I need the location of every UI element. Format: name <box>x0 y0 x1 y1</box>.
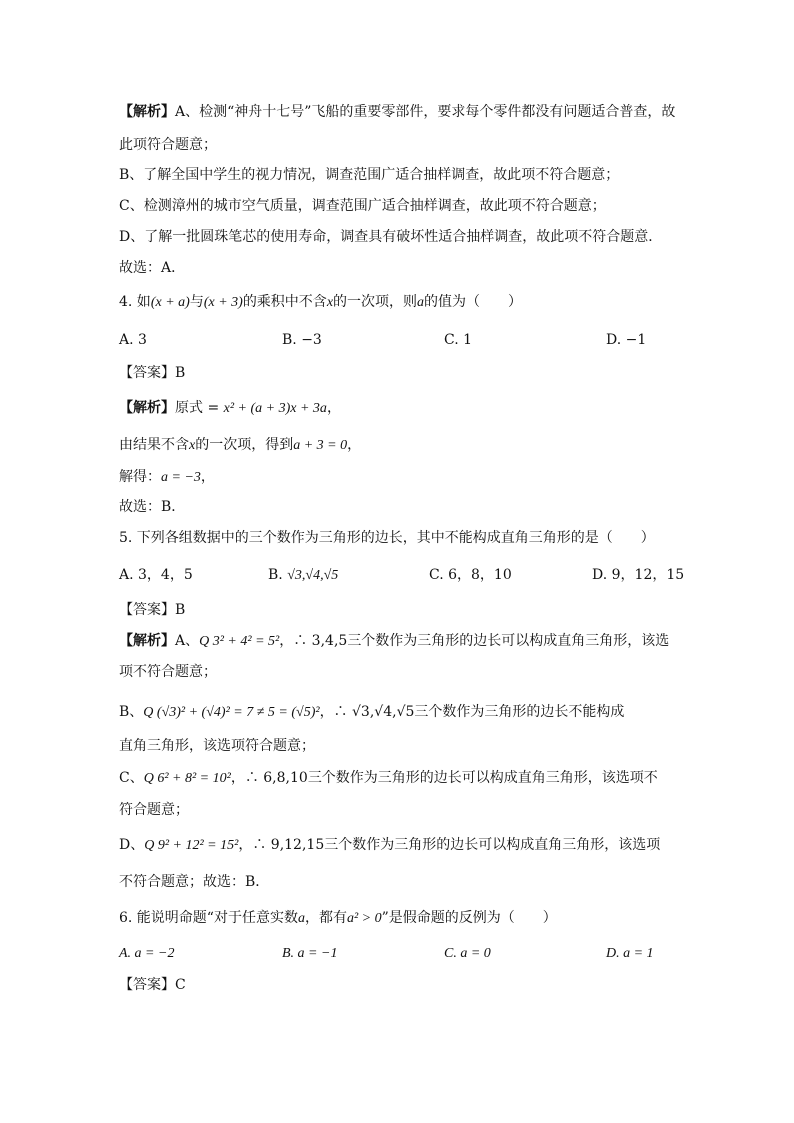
q4-option-a: A. 3 <box>119 332 147 348</box>
q4-stem-text-d: 的一次项，则 <box>333 294 418 310</box>
q5-option-b <box>268 566 338 585</box>
q4-sol2-text-b: 的一次项，得到 <box>195 437 294 453</box>
analysis-tag: 【解析】 <box>119 633 175 649</box>
q4-sol2-var-x: x <box>189 438 196 453</box>
q6-stem-text-c: ”是假命题的反例为（ ） <box>381 910 557 926</box>
q5-solution-a-line-1 <box>119 632 669 651</box>
q5-sol-b-mid: ，∴ √3,√4,√5 <box>319 704 415 720</box>
q4-expr-1: (x + a) <box>150 295 190 310</box>
q4-option-d: D. −1 <box>606 332 647 348</box>
q5-option-c: C. 6，8，10 <box>429 567 512 583</box>
q6-stem-text-b: ，都有 <box>304 910 347 926</box>
q5-sol-c-tail: 三个数作为三角形的边长可以构成直角三角形，该选项不 <box>307 770 658 786</box>
q5-solution-d-line-2: 不符合题意；故选：B． <box>119 874 270 890</box>
q6-answer: 【答案】C <box>119 977 186 993</box>
q4-sol3-punct: ， <box>200 469 215 485</box>
q4-sol2-expr: a + 3 = 0 <box>293 438 348 453</box>
q5-solution-c-line-2: 符合题意； <box>119 802 189 818</box>
q6-option-c: C. a = 0 <box>444 946 491 961</box>
q3-analysis-line-5: D、了解一批圆珠笔芯的使用寿命，调查具有破坏性适合抽样调查，故此项不符合题意． <box>119 229 663 245</box>
analysis-tag: 【解析】 <box>119 104 175 120</box>
q4-answer: 【答案】B <box>119 365 186 381</box>
q5-sol-a-expr: Q 3² + 4² = 5² <box>199 634 280 649</box>
q6-expr: a² > 0 <box>346 911 382 926</box>
q6-option-a: A. a = −2 <box>119 946 175 961</box>
q5-sol-a-mid: ，∴ 3,4,5 <box>279 633 348 649</box>
q5-option-d: D. 9，12，15 <box>592 567 685 583</box>
q4-var-a: a <box>417 295 425 310</box>
q5-sol-d-mid: ，∴ 9,12,15 <box>238 837 325 853</box>
q6-stem-text-a: 6. 能说明命题“对于任意实数 <box>119 910 298 926</box>
q5-answer: 【答案】B <box>119 602 186 618</box>
q5-sol-a-head: A、 <box>175 633 200 649</box>
q4-stem-text-b: 与 <box>189 294 204 310</box>
q4-sol3-text: 解得： <box>119 469 161 485</box>
q5-sol-d-expr: Q 9² + 12² = 15² <box>144 838 239 853</box>
q4-option-c: C. 1 <box>444 332 473 348</box>
q4-sol3-expr: a = −3 <box>161 470 201 485</box>
q6-option-d: D. a = 1 <box>606 946 654 961</box>
q5-option-a: A. 3，4，5 <box>119 567 193 583</box>
q3-analysis-text-1: A、检测“神舟十七号”飞船的重要零部件，要求每个零件都没有问题适合普查，故 <box>175 104 676 120</box>
q5-sol-d-head: D、 <box>119 837 145 853</box>
q5-sol-b-head: B、 <box>119 704 144 720</box>
q5-sol-a-tail: 三个数作为三角形的边长可以构成直角三角形，该选 <box>347 633 670 649</box>
q4-sol-expr: x² + (a + 3)x + 3a <box>223 401 327 416</box>
q5-sol-d-tail: 三个数作为三角形的边长可以构成直角三角形，该选项 <box>324 837 661 853</box>
q3-analysis-line-2: 此项符合题意； <box>119 137 217 153</box>
analysis-tag: 【解析】 <box>119 400 175 416</box>
q6-option-b: B. a = −1 <box>282 946 338 961</box>
q4-solution-line-4: 故选：B． <box>119 499 186 515</box>
q5-option-b-expr: √3,√4,√5 <box>287 568 339 583</box>
q5-solution-c-line-1 <box>119 769 658 788</box>
q5-sol-c-head: C、 <box>119 770 144 786</box>
q4-solution-line-2 <box>119 436 361 455</box>
q4-stem <box>119 293 522 312</box>
q4-expr-2: (x + 3) <box>203 295 243 310</box>
q5-sol-c-mid: ，∴ 6,8,10 <box>230 770 308 786</box>
q5-sol-c-expr: Q 6² + 8² = 10² <box>143 771 231 786</box>
q5-solution-a-line-2: 项不符合题意； <box>119 664 217 680</box>
q3-analysis-line-6: 故选：A． <box>119 260 186 276</box>
q4-stem-text-a: 4. 如 <box>119 294 151 310</box>
q4-stem-text-e: 的值为（ ） <box>424 294 523 310</box>
q4-var-x: x <box>326 295 334 310</box>
q4-sol2-text-a: 由结果不含 <box>119 437 189 453</box>
q4-sol2-punct: ， <box>347 437 362 453</box>
q3-analysis-line-4: C、检测漳州的城市空气质量，调查范围广适合抽样调查，故此项不符合题意； <box>119 198 606 214</box>
q5-option-b-label: B. <box>268 567 283 583</box>
q6-stem <box>119 909 557 928</box>
q5-solution-b-line-1 <box>119 703 624 722</box>
q5-sol-b-expr: Q (√3)² + (√4)² = 7 ≠ 5 = (√5)² <box>143 705 320 720</box>
q5-stem: 5. 下列各组数据中的三个数作为三角形的边长，其中不能构成直角三角形的是（ ） <box>119 530 655 546</box>
q3-analysis-line-3: B、了解全国中学生的视力情况，调查范围广适合抽样调查，故此项不符合题意； <box>119 167 620 183</box>
q4-solution-line-3 <box>119 468 215 487</box>
q4-solution-line-1 <box>119 399 341 418</box>
q5-sol-b-tail: 三个数作为三角形的边长不能构成 <box>414 704 625 720</box>
q4-option-b: B. −3 <box>282 332 322 348</box>
q5-solution-b-line-2: 直角三角形，该选项符合题意； <box>119 738 315 754</box>
q5-solution-d-line-1 <box>119 836 660 855</box>
q6-var-a: a <box>297 911 305 926</box>
q4-sol-punct: ， <box>326 400 341 416</box>
q4-sol-text: 原式 = <box>175 400 224 416</box>
q3-analysis-line-1 <box>119 103 675 121</box>
q4-stem-text-c: 的乘积中不含 <box>242 294 327 310</box>
